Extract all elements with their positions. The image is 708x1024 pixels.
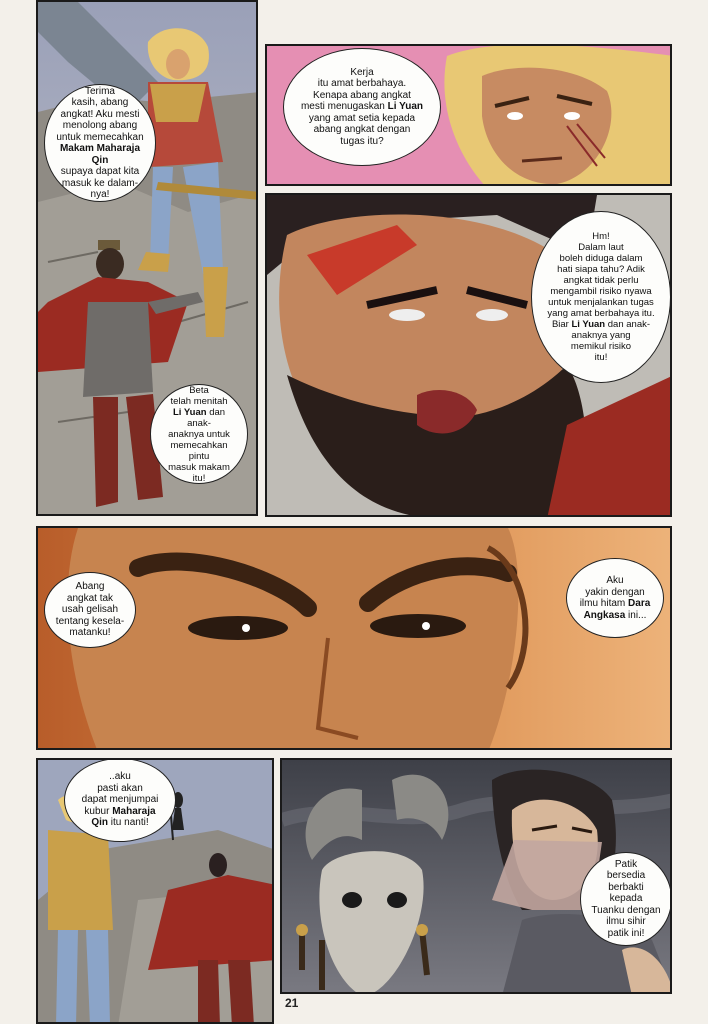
speech-text-bold: Makam Maharaja Qin [59,143,141,166]
speech-text-bold: Dara Angkasa [583,598,651,621]
speech-text-bold: Li Yuan [387,101,424,113]
speech-bubble-4 [531,211,671,383]
speech-text: Patik bersedia berbakti kepada Tuanku dengan ilmu sihir patik ini! [591,858,661,939]
speech-bubble-1 [44,84,156,202]
panel-1-cliff-scene [36,0,258,516]
speech-text: dan anak- anaknya untuk memecahkan pintu masuk makam itu! [168,406,230,484]
speech-text: dan anak- anaknya yang memikul risiko itu! [570,319,651,363]
panel-3-bearded-warrior [265,193,672,517]
speech-bubble-3 [283,48,441,166]
speech-text: yang amat setia kepada abang angkat dengan tugas itu? [308,112,416,147]
speech-bubble-6 [566,558,664,638]
speech-bubble-5 [44,572,136,648]
speech-text-bold: Li Yuan [571,319,606,330]
speech-text-bold: Li Yuan [172,406,207,418]
speech-text: ..aku pasti akan dapat menjumpai kubur [81,771,159,817]
speech-text: ini... [625,609,647,621]
page-number: 21 [285,996,299,1010]
panel-6-masked-woman [280,758,672,994]
speech-text: Hm! Dalam laut boleh diduga dalam hati siapa tahu? Adik angkat tidak perlu mengambil risiko nyawa untuk menjalankan tugas yang amat berbahaya itu. Biar [547,231,655,330]
stern-face [68,528,526,750]
speech-text-bold: Maharaja Qin [91,805,156,829]
panel-4-eyes-closeup [36,526,672,750]
panel-2-blond-closeup [265,44,672,186]
speech-bubble-2 [150,384,248,484]
speech-text: Abang angkat tak usah gelisah tentang kesela- matanku! [55,581,125,639]
speech-text: Kerja itu amat berbahaya. Kenapa abang angkat mesti menugaskan [300,66,411,113]
speech-text: itu nanti! [108,817,149,829]
panel-5-cliff-distant [36,758,274,1024]
speech-bubble-8 [580,852,672,946]
panel-4-art [38,528,672,750]
speech-text: supaya dapat kita masuk ke dalam- nya! [60,166,140,200]
speech-text: Terima kasih, abang angkat! Aku mesti menolong abang untuk memecahkan [56,85,144,143]
speech-bubble-7 [64,758,176,842]
blond-warrior-face [444,46,672,186]
speech-text: Beta telah menitah [170,384,228,407]
speech-text: Aku yakin dengan ilmu hitam [579,575,645,609]
